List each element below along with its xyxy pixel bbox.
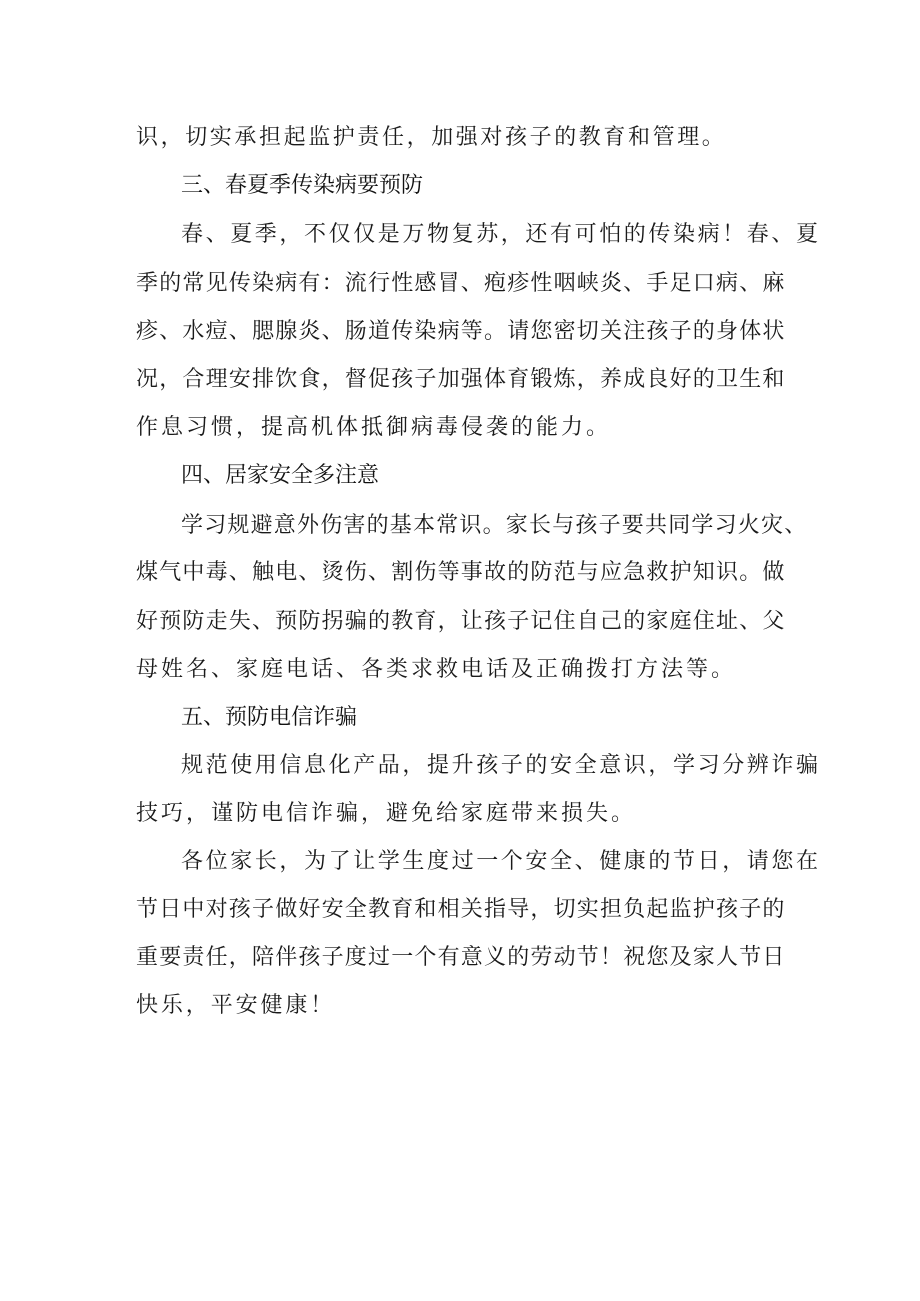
paragraph-line: 各位家长，为了让学生度过一个安全、健康的节日，请您在 — [181, 849, 821, 874]
section-heading-5: 五、预防电信诈骗 — [181, 705, 358, 730]
paragraph-line: 疹、水痘、腮腺炎、肠道传染病等。请您密切关注孩子的身体状 — [136, 319, 786, 344]
paragraph-line: 规范使用信息化产品，提升孩子的安全意识，学习分辨诈骗 — [181, 753, 821, 778]
paragraph-line: 学习规避意外伤害的基本常识。家长与孩子要共同学习火灾、 — [181, 513, 808, 538]
paragraph-line: 好预防走失、预防拐骗的教育，让孩子记住自己的家庭住址、父 — [136, 609, 786, 634]
section-heading-3: 三、春夏季传染病要预防 — [181, 173, 424, 198]
paragraph-line: 煤气中毒、触电、烫伤、割伤等事故的防范与应急救护知识。做 — [136, 560, 786, 585]
paragraph-line: 况，合理安排饮食，督促孩子加强体育锻炼，养成良好的卫生和 — [136, 367, 786, 392]
paragraph-line: 识，切实承担起监护责任，加强对孩子的教育和管理。 — [136, 125, 727, 150]
paragraph-line: 作息习惯，提高机体抵御病毒侵袭的能力。 — [136, 415, 612, 440]
section-heading-4: 四、居家安全多注意 — [181, 463, 380, 488]
paragraph-line: 重要责任，陪伴孩子度过一个有意义的劳动节！祝您及家人节日 — [136, 945, 786, 970]
paragraph-line: 季的常见传染病有：流行性感冒、疱疹性咽峡炎、手足口病、麻 — [136, 271, 786, 296]
paragraph-line: 节日中对孩子做好安全教育和相关指导，切实担负起监护孩子的 — [136, 897, 786, 922]
paragraph-line: 快乐，平安健康！ — [136, 993, 336, 1018]
paragraph-line: 母姓名、家庭电话、各类求救电话及正确拨打方法等。 — [136, 657, 737, 682]
paragraph-line: 春、夏季，不仅仅是万物复苏，还有可怕的传染病！春、夏 — [181, 222, 821, 247]
paragraph-line: 技巧，谨防电信诈骗，避免给家庭带来损失。 — [136, 801, 637, 826]
